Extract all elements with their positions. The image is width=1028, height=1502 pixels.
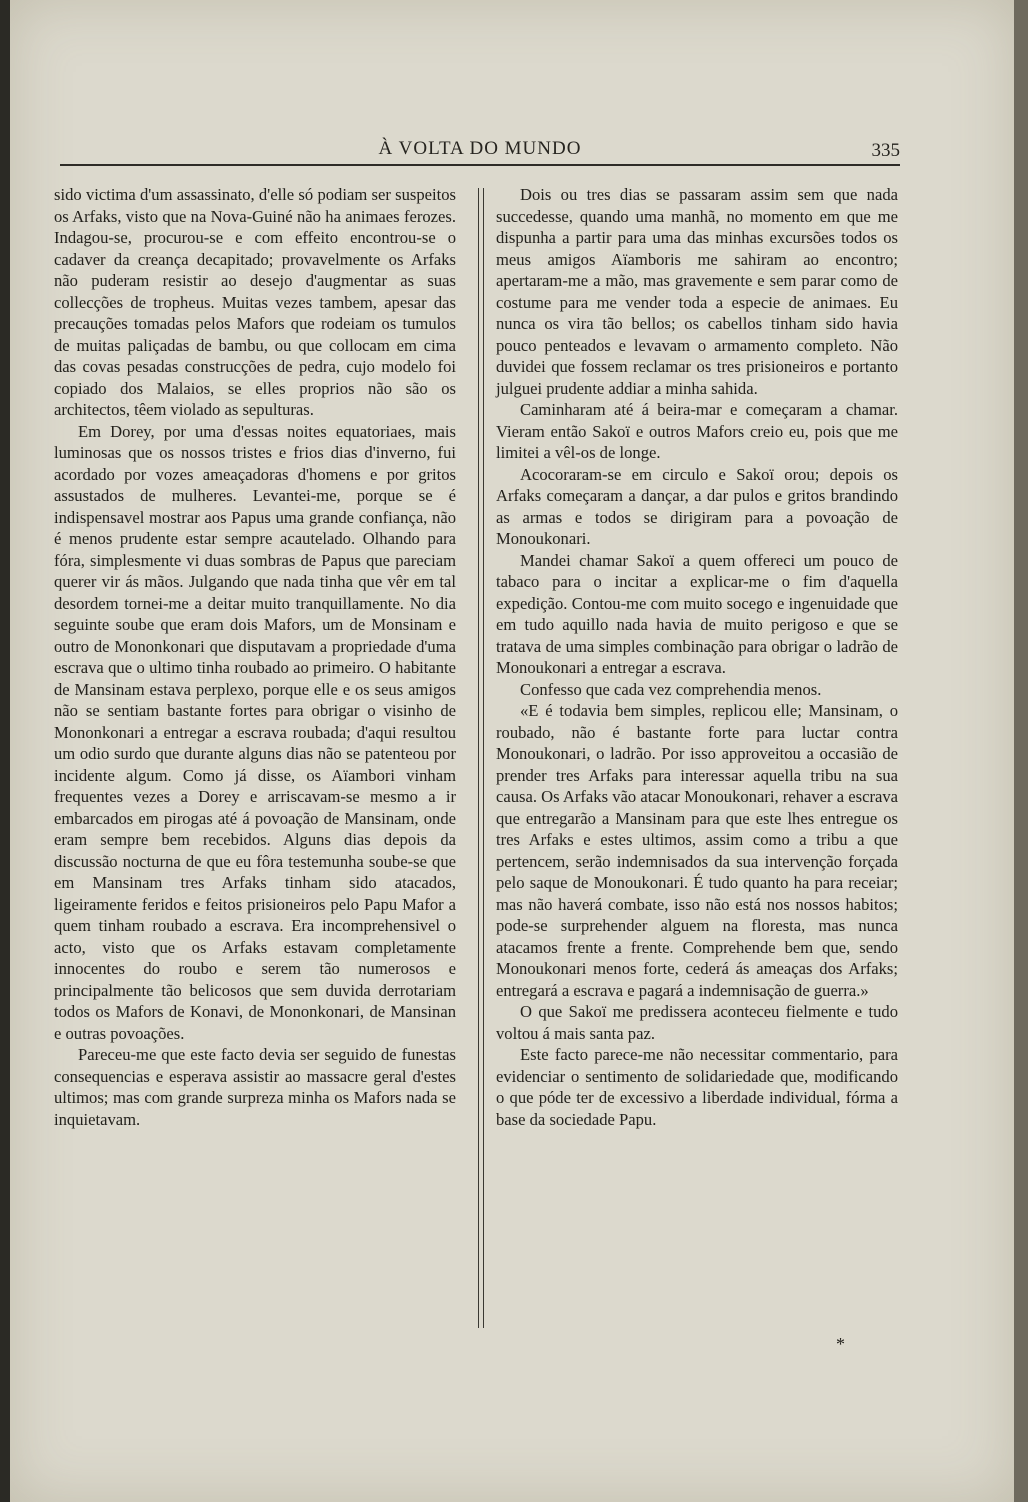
left-column: [54, 184, 456, 1130]
paragraph: «E é todavia bem simples, replicou elle; Mansinam, o roubado, não é bastante forte para luctar contra Monoukonari, o ladrão. Por isso approveitou a occasião de prender tres Arfaks para interessar aquella tribu na sua causa. Os Arfaks vão atacar Monoukonari, rehaver a escrava que entregarão a Mansinam para que este lhes entregue os tres Arfaks e estes ultimos, assim como a tribu a que pertencem, serão indemnisados da sua intervenção forçada pelo saque de Monoukonari. É tudo quanto ha para receiar; mas não haverá combate, isso não está nos nossos habitos; pode-se surprehender alguem na floresta, mas nunca atacamos frente a frente. Comprehende bem que, sendo Monoukonari menos forte, cederá ás ameaças dos Arfaks; entregará a escrava e pagará a indemnisação de guerra.»: [496, 701, 898, 1000]
paragraph: Caminharam até á beira-mar e começaram a chamar. Vieram então Sakoï e outros Mafors creio eu, pois que me limitei a vêl-os de longe.: [496, 400, 898, 462]
paragraph: Em Dorey, por uma d'essas noites equatoriaes, mais luminosas que os nossos tristes e frios dias d'inverno, fui acordado por vozes ameaçadoras d'homens e por gritos assustados de mulheres. Levantei-me, porque se é indispensavel mostrar aos Papus uma grande confiança, não é menos prudente estar sempre acautelado. Olhando para fóra, simplesmente vi duas sombras de Papus que pareciam querer vir ás mãos. Julgando que nada tinha que vêr em tal desordem tornei-me a deitar muito tranquillamente. No dia seguinte soube que eram dois Mafors, um de Monsinam e outro de Mononkonari que disputavam a propriedade d'uma escrava que o ultimo tinha roubado ao primeiro. O habitante de Mansinam estava perplexo, porque elle e os seus amigos não se sentiam bastante fortes para obrigar o visinho de Mononkonari a entregar a escrava roubada; d'aqui resultou um odio surdo que durante alguns dias não se patenteou por incidente algum. Como já disse, os Aïambori vinham frequentes vezes a Dorey e arriscavam-se mesmo a ir embarcados em pirogas até á povoação de Mansinam, onde eram sempre bem recebidos. Alguns dias depois da discussão nocturna de que eu fôra testemunha soube-se que em Mansinam tres Arfaks tinham sido atacados, ligeiramente feridos e feitos prisioneiros pelo Papu Mafor a quem tinham roubado a escrava. Era incomprehensivel o acto, visto que os Arfaks estavam completamente innocentes do roubo e serem tão numerosos e principalmente tão belicosos que sem duvida derrotariam todos os Mafors de Konavi, de Mononkonari, de Mansinan e outras povoações.: [54, 421, 456, 1043]
column-divider-line: [478, 188, 479, 1328]
paragraph: sido victima d'um assassinato, d'elle só podiam ser suspeitos os Arfaks, visto que na Nova-Guiné não ha animaes ferozes. Indagou-se, procurou-se e com effeito encontrou-se o cadaver da creança decapitado; provavelmente os Arfaks não puderam resistir ao desejo d'augmentar as suas collecções de tropheus. Muitas vezes tambem, apesar das precauções tomadas pelos Mafors que rodeiam os tumulos de muitas paliçadas de bambu, ou que collocam em cima das covas pesadas construcções de pedra, cujo modelo foi copiado dos Malaios, se elles proprios não são os architectos, têem violado as sepulturas.: [54, 185, 456, 419]
page-edge: [1014, 0, 1028, 1502]
paragraph: O que Sakoï me predissera aconteceu fielmente e tudo voltou á mais santa paz.: [496, 1002, 898, 1043]
column-divider-line: [483, 188, 484, 1328]
paragraph: Dois ou tres dias se passaram assim sem que nada succedesse, quando uma manhã, no momento em que me dispunha a partir para uma das minhas excursões todos os meus amigos Aïamboris me sahiram ao encontro; apertaram-me a mão, mas gravemente e sem parar como de costume para me vender toda a especie de animaes. Eu nunca os vira tão bellos; os cabellos tinham sido havia pouco penteados e levavam o armamento completo. Não duvidei que fossem reclamar os tres prisioneiros e portanto julguei prudente addiar a minha sahida.: [496, 185, 898, 398]
paragraph: Pareceu-me que este facto devia ser seguido de funestas consequencias e esperava assistir ao massacre geral d'estes ultimos; mas com grande surpreza minha os Mafors nada se inquietavam.: [54, 1045, 456, 1129]
right-column: [496, 184, 898, 1130]
paragraph: Confesso que cada vez comprehendia menos.: [520, 679, 822, 699]
page-header: [60, 138, 900, 166]
page-number: 335: [871, 140, 900, 161]
paragraph: Este facto parece-me não necessitar commentario, para evidenciar o sentimento de solidariedade que, modificando o que póde ter de excessivo a liberdade individual, fórma a base da sociedade Papu.: [496, 1045, 898, 1129]
paragraph: Mandei chamar Sakoï a quem offereci um pouco de tabaco para o incitar a explicar-me o fim d'aquella expedição. Contou-me com muito socego e ingenuidade que em tudo aquillo nada havia de muito perigoso e que se tratava de uma simples combinação para obrigar o ladrão de Monoukonari a entregar a escrava.: [496, 550, 898, 677]
paragraph: Acocoraram-se em circulo e Sakoï orou; depois os Arfaks começaram a dançar, a dar pulos e gritos brandindo as armas e todos se dirigiram para a povoação de Monoukonari.: [496, 464, 898, 548]
running-title: À VOLTA DO MUNDO: [378, 138, 582, 159]
end-mark: *: [836, 1334, 845, 1354]
